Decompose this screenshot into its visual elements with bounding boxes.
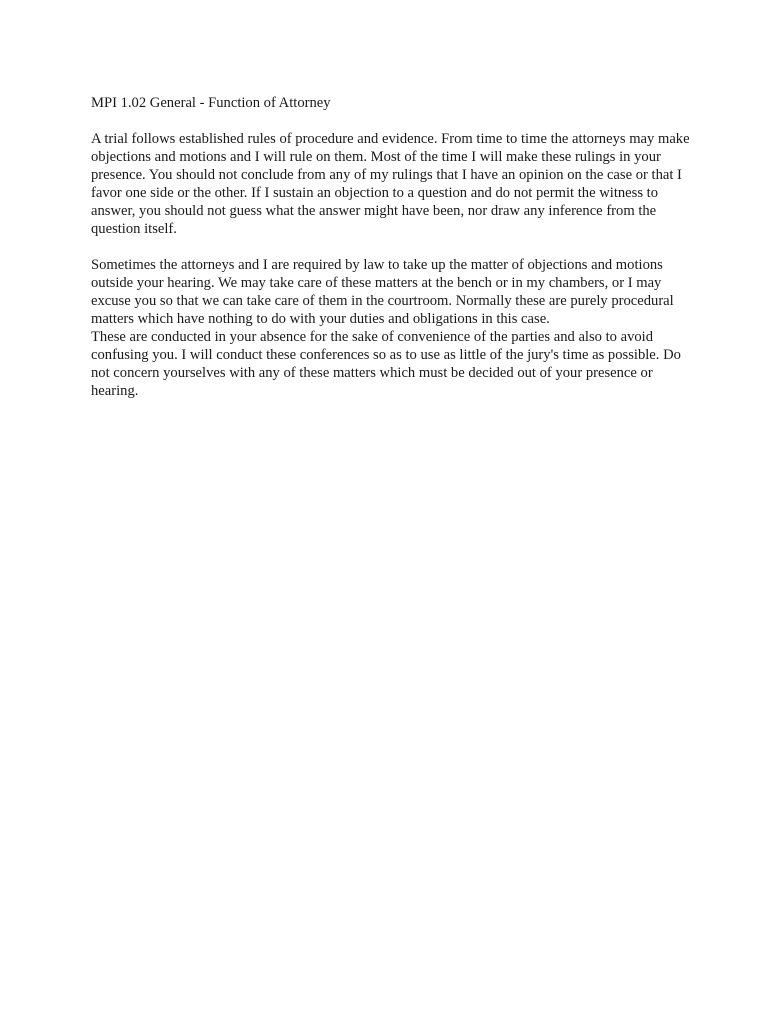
document-body [91,94,691,400]
document-title: MPI 1.02 General - Function of Attorney [91,95,331,111]
paragraph-absence: These are conducted in your absence for the sake of convenience of the parties and also to avoid confusing you. I will conduct these conferences so as to use as little of the jury's time as possible. Do not concern yourselves with any of these matters which must be decided out of your presence or hearing. [91,329,681,399]
paragraph-rulings: A trial follows established rules of procedure and evidence. From time to time the attorneys may make objections and motions and I will rule on them. Most of the time I will make these rulings in your presence. You should not conclude from any of my rulings that I have an opinion on the case or that I favor one side or the other. If I sustain an objection to a question and do not permit the witness to answer, you should not guess what the answer might have been, nor draw any inference from the question itself. [91,131,690,237]
paragraph-outside-hearing: Sometimes the attorneys and I are required by law to take up the matter of objections and motions outside your hearing. We may take care of these matters at the bench or in my chambers, or I may excuse you so that we can take care of them in the courtroom. Normally these are purely procedural matters which have nothing to do with your duties and obligations in this case. [91,257,674,327]
